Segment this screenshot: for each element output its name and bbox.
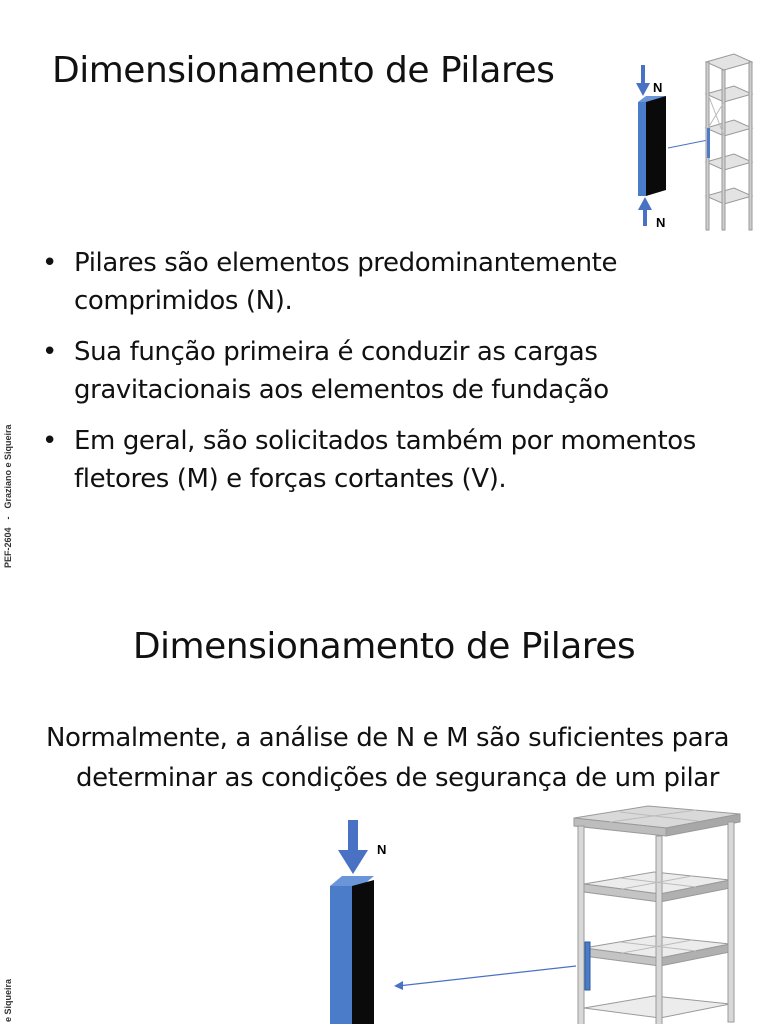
side-footer-partial — [3, 979, 13, 1022]
side-footer — [3, 424, 13, 568]
highlighted-column-icon — [585, 942, 590, 990]
column-figure — [320, 818, 400, 1024]
load-arrow-bottom-icon — [638, 197, 652, 226]
slide-2 — [0, 590, 768, 1024]
bullet-item: • Pilares são elementos predominantemente comprimidos (N). — [40, 244, 740, 320]
load-arrow-icon — [338, 820, 368, 874]
column-icon — [638, 96, 666, 196]
load-arrow-top-icon — [636, 65, 650, 96]
highlighted-column-icon — [707, 128, 710, 158]
footer-authors: Graziano e Siqueira — [3, 424, 13, 509]
slide-title: Dimensionamento de Pilares — [132, 626, 636, 667]
slide-paragraph: Normalmente, a análise de N e M são suficientes para determinar as condições de segurança de um pilar — [46, 723, 730, 793]
building-frame-figure — [570, 802, 745, 1024]
footer-authors-partial: e Siqueira — [3, 978, 13, 1022]
load-label-top: N — [653, 80, 663, 95]
column-icon — [330, 876, 374, 1024]
footer-course: PEF-2604 — [3, 527, 13, 568]
pointer-arrow-icon — [390, 962, 580, 992]
load-label-bottom: N — [656, 215, 666, 230]
building-frame-icon — [574, 806, 740, 1024]
load-label: N — [377, 842, 387, 857]
bullet-item: • Em geral, são solicitados também por momentos fletores (M) e forças cortantes (V). — [40, 422, 740, 498]
column-building-figure — [620, 50, 760, 235]
footer-separator: - — [3, 516, 13, 520]
building-frame-icon — [706, 54, 752, 230]
slide-title: Dimensionamento de Pilares — [52, 50, 555, 91]
bullet-list — [40, 244, 740, 511]
bullet-item: • Sua função primeira é conduzir as cargas gravitacionais aos elementos de fundação — [40, 333, 740, 409]
